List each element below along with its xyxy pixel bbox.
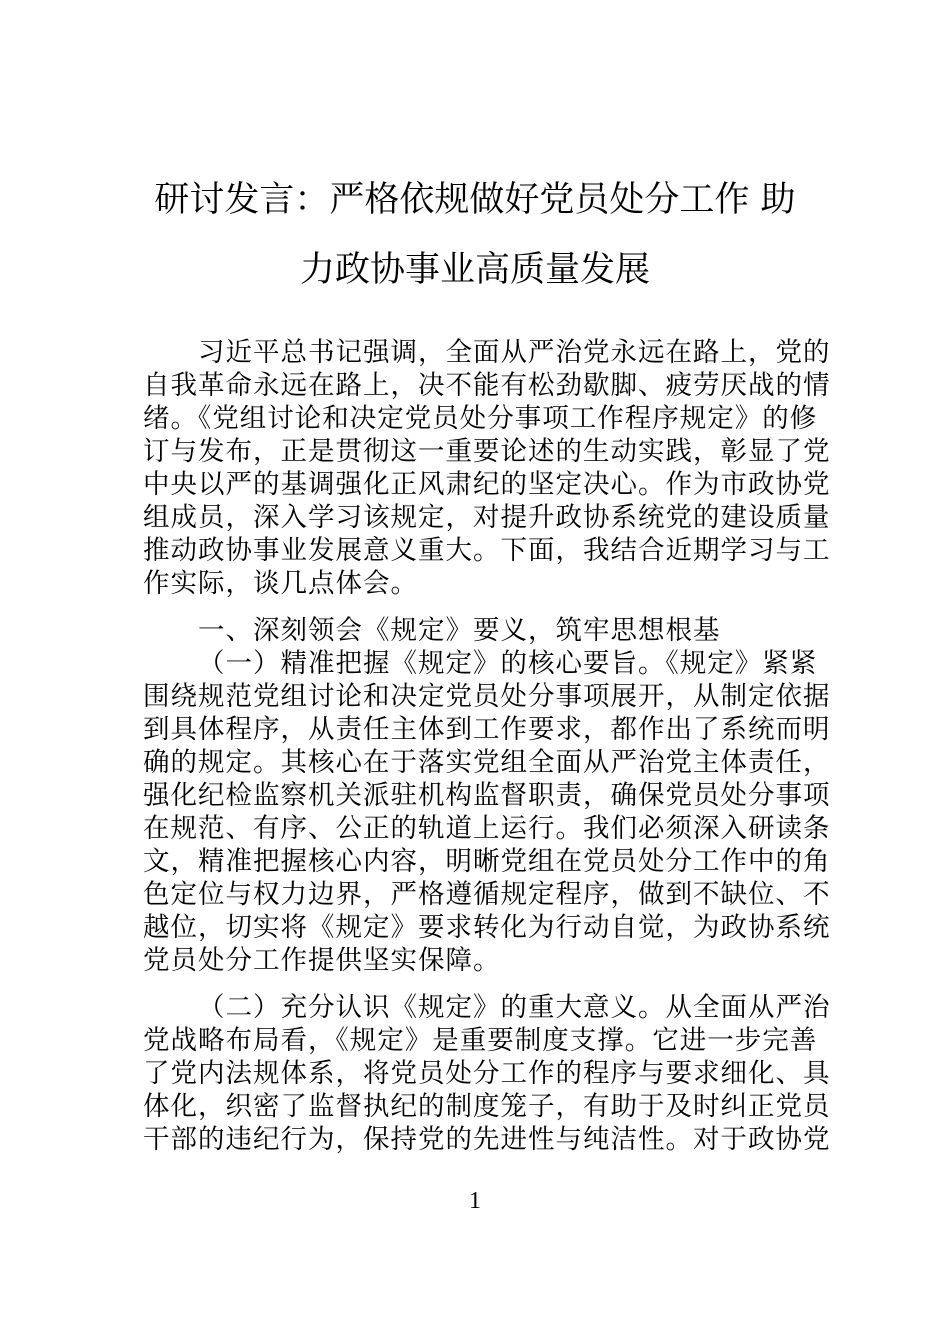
paragraph [143, 991, 831, 1156]
text-line: 围绕规范党组讨论和决定党员处分事项展开，从制定依据 [143, 681, 831, 712]
section-heading [143, 614, 823, 647]
text-line: 一、深刻领会《规定》要义，筑牢思想根基 [198, 615, 721, 646]
document-title-line-1: 研讨发言：严格依规做好党员处分工作 助 [154, 180, 796, 220]
text-line: 到具体程序，从责任主体到工作要求，都作出了系统而明 [143, 714, 831, 745]
text-line: （一）精准把握《规定》的核心要旨。《规定》紧紧 [198, 648, 818, 679]
paragraph-gap [143, 977, 823, 991]
text-line: 在规范、有序、公正的轨道上运行。我们必须深入研读条 [143, 813, 831, 844]
text-line: 强化纪检监察机关派驻机构监督职责，确保党员处分事项 [143, 780, 831, 811]
text-line: 习近平总书记强调，全面从严治党永远在路上，党的 [198, 337, 831, 368]
text-line: （二）充分认识《规定》的重大意义。从全面从严治 [198, 992, 831, 1023]
text-line: 订与发布，正是贯彻这一重要论述的生动实践，彰显了党 [143, 436, 831, 467]
text-line: 体化，织密了监督执纪的制度笼子，有助于及时纠正党员 [143, 1091, 831, 1122]
text-line: 绪。《党组讨论和决定党员处分事项工作程序规定》的修 [143, 403, 818, 434]
text-line: 文，精准把握核心内容，明晰党组在党员处分工作中的角 [143, 846, 831, 877]
text-line: 党员处分工作提供坚实保障。 [143, 945, 501, 976]
text-line: 确的规定。其核心在于落实党组全面从严治党主体责任， [143, 747, 831, 778]
text-line: 越位，切实将《规定》要求转化为行动自觉，为政协系统 [143, 912, 831, 943]
text-line: 推动政协事业发展意义重大。下面，我结合近期学习与工 [143, 535, 831, 566]
document-title-line-2: 力政协事业高质量发展 [299, 250, 650, 290]
page-number: 1 [469, 1188, 481, 1214]
text-line: 色定位与权力边界，严格遵循规定程序，做到不缺位、不 [143, 879, 831, 910]
text-line: 作实际，谈几点体会。 [143, 568, 418, 599]
text-line: 中央以严的基调强化正风肃纪的坚定决心。作为市政协党 [143, 469, 831, 500]
text-line: 组成员，深入学习该规定，对提升政协系统党的建设质量 [143, 502, 831, 533]
paragraph-gap [143, 600, 823, 614]
text-line: 自我革命永远在路上，决不能有松劲歇脚、疲劳厌战的情 [143, 370, 831, 401]
paragraph [143, 647, 831, 977]
document-body [143, 336, 831, 1156]
paragraph [143, 336, 831, 600]
text-line: 了党内法规体系，将党员处分工作的程序与要求细化、具 [143, 1058, 831, 1089]
text-line: 党战略布局看，《规定》是重要制度支撑。它进一步完善 [143, 1025, 818, 1056]
text-line: 干部的违纪行为，保持党的先进性与纯洁性。对于政协党 [143, 1124, 831, 1155]
